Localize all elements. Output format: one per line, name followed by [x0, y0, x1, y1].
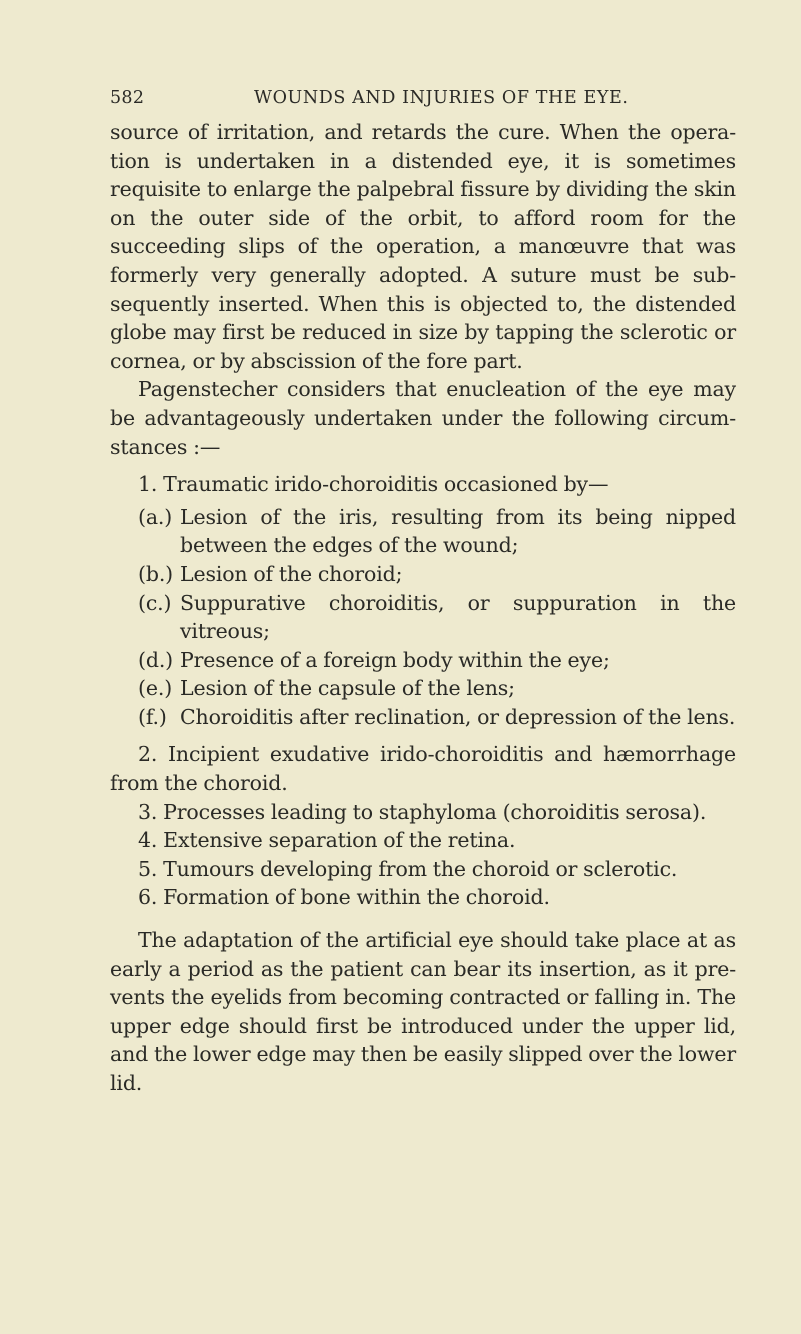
list-item-1: 1. Traumatic irido-choroiditis occasioned by—: [138, 472, 609, 497]
list-item-3: 3. Processes leading to staphyloma (choroiditis serosa).: [138, 799, 707, 824]
paragraph-2: Pagenstecher considers that enucleation of the eye may be advantageously undertaken under the following circum- stances :—: [110, 377, 736, 459]
sub-label: (f.): [138, 704, 167, 729]
list-item-2: 2. Incipient exudative irido-choroiditis and hæmorrhage from the choroid.: [110, 742, 736, 796]
sub-item-d: [110, 646, 736, 675]
page-header: [110, 88, 720, 112]
sub-text: Presence of a foreign body within the eye;: [180, 647, 610, 672]
list-item-5: 5. Tumours developing from the choroid or sclerotic.: [138, 856, 678, 881]
sub-label: (c.): [138, 590, 172, 615]
sub-item-b: [110, 560, 736, 589]
sub-item-e: [110, 674, 736, 703]
sub-item-c: [110, 589, 736, 646]
paragraph-1: source of irritation, and retards the cure. When the opera- tion is undertaken in a distended eye, it is sometimes requisite to enlarge the palpebral fissure by dividing the skin on the outer side of the orbit, to afford room for the succeeding slips of the operation, a manœuvre that was formerly very generally adopted. A suture must be sub- sequently inserted. When this is objected to, the distended globe may first be reduced in size by tapping the sclerotic or cornea, or by abscission of the fore part.: [110, 120, 736, 373]
list-item-4: 4. Extensive separation of the retina.: [138, 828, 516, 853]
sub-text: Suppurative choroiditis, or suppuration in the vitreous;: [180, 590, 736, 644]
sub-text: Lesion of the capsule of the lens;: [180, 676, 515, 701]
page-body: [110, 118, 736, 1098]
sub-label: (b.): [138, 561, 174, 586]
sub-label: (a.): [138, 504, 173, 529]
sub-text: Choroiditis after reclination, or depression of the lens.: [180, 704, 736, 729]
sub-item-f: [110, 703, 736, 732]
sub-label: (d.): [138, 647, 174, 672]
list-item-6: 6. Formation of bone within the choroid.: [138, 885, 550, 910]
paragraph-last: The adaptation of the artificial eye should take place at as early a period as the patient can bear its insertion, as it pre- vents the eyelids from becoming contracted or falling in. The upper edge should first be introduced under the upper lid, and the lower edge may then be easily slipped over the lower lid.: [110, 928, 736, 1095]
sub-label: (e.): [138, 676, 173, 701]
page-number: 582: [110, 88, 145, 108]
running-title: WOUNDS AND INJURIES OF THE EYE.: [254, 88, 629, 108]
sub-text: Lesion of the choroid;: [180, 561, 403, 586]
sub-item-a: [110, 503, 736, 560]
sub-text: Lesion of the iris, resulting from its being nipped between the edges of the wound;: [180, 504, 736, 558]
